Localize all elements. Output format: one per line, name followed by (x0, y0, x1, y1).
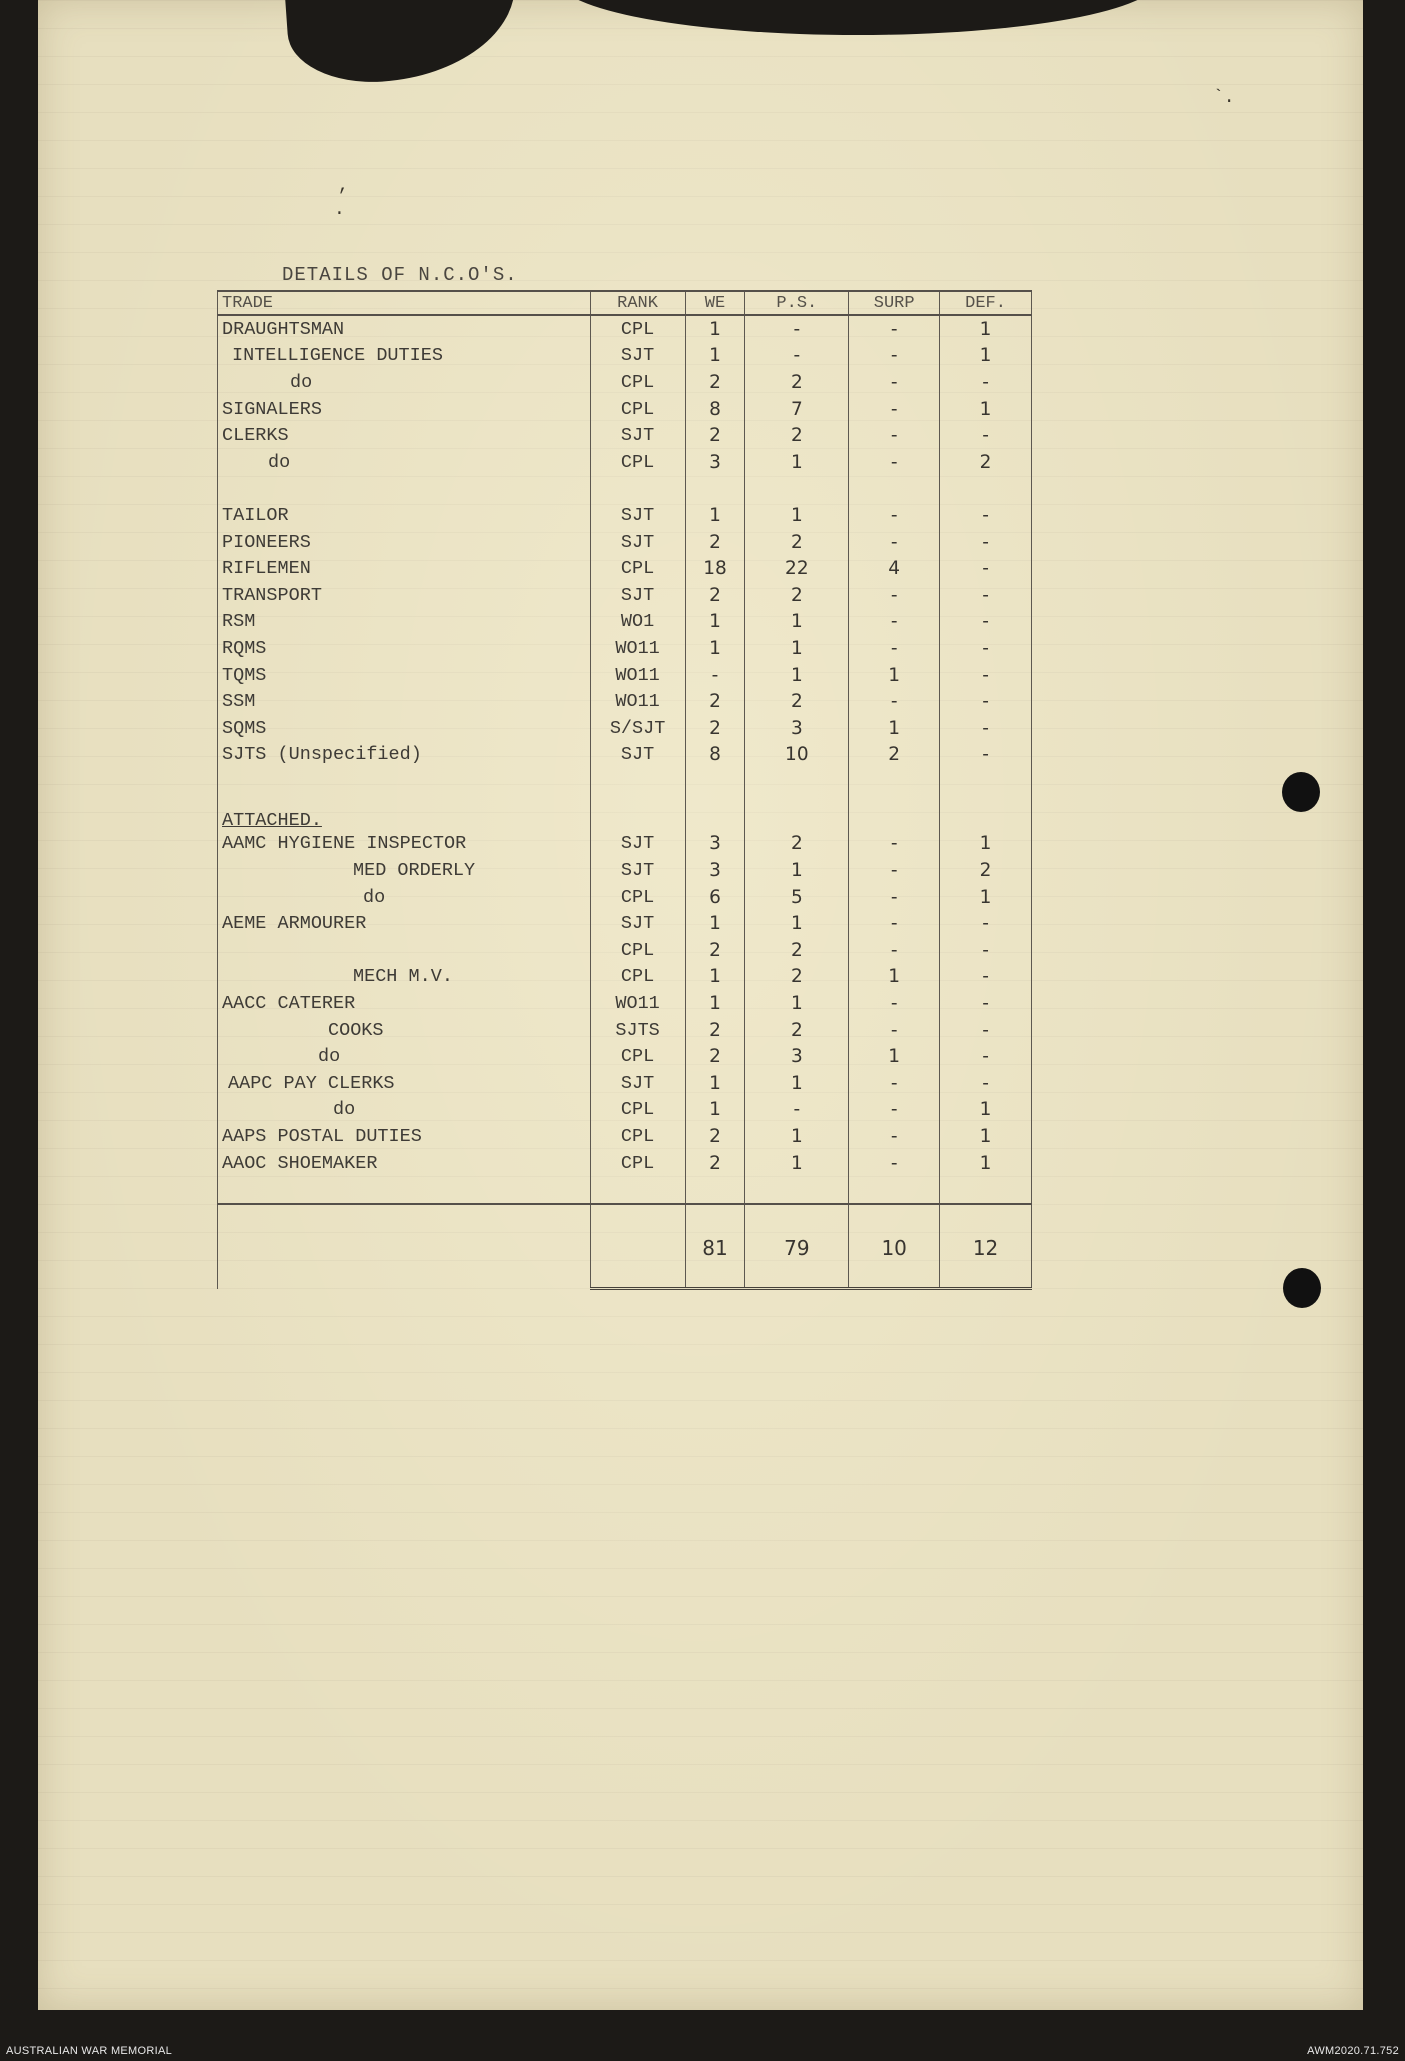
surp-cell: - (849, 422, 940, 449)
ps-cell: - (745, 343, 849, 370)
table-row (218, 582, 1032, 609)
we-cell: 2 (685, 1150, 745, 1177)
ps-cell: 1 (745, 857, 849, 884)
we-cell: 2 (685, 688, 745, 715)
header-ps: P.S. (745, 291, 849, 315)
rank-cell: WO1 (590, 609, 685, 636)
def-cell: 1 (940, 831, 1032, 858)
rank-cell: CPL (590, 1150, 685, 1177)
surp-cell: - (849, 343, 940, 370)
trade-cell: CLERKS (218, 422, 591, 449)
surp-cell: - (849, 502, 940, 529)
ps-cell: - (745, 1097, 849, 1124)
ps-cell: 2 (745, 688, 849, 715)
we-cell: 3 (685, 831, 745, 858)
attached-label-row (218, 795, 1032, 831)
footer-institution: AUSTRALIAN WAR MEMORIAL (6, 2045, 173, 2057)
trade-cell: AAOC SHOEMAKER (218, 1150, 591, 1177)
we-cell: 2 (685, 715, 745, 742)
table-row (218, 742, 1032, 769)
def-cell: 1 (940, 1097, 1032, 1124)
surp-cell: - (849, 1017, 940, 1044)
table-row (218, 831, 1032, 858)
table-row (218, 369, 1032, 396)
trade-cell: RIFLEMEN (218, 555, 591, 582)
surp-cell: 2 (849, 742, 940, 769)
table-row (218, 884, 1032, 911)
footer-reference: AWM2020.71.752 (1307, 2045, 1399, 2057)
we-cell: 6 (685, 884, 745, 911)
surp-cell: - (849, 831, 940, 858)
trade-cell: do (218, 369, 591, 396)
totals-row (218, 1209, 1032, 1289)
table-row (218, 857, 1032, 884)
we-cell: 1 (685, 502, 745, 529)
total-def: 12 (940, 1209, 1032, 1289)
we-cell: 2 (685, 1017, 745, 1044)
trade-cell: SQMS (218, 715, 591, 742)
trade-cell: PIONEERS (218, 529, 591, 556)
rank-cell: CPL (590, 315, 685, 343)
we-cell: 2 (685, 1123, 745, 1150)
def-cell: 1 (940, 884, 1032, 911)
ps-cell: 2 (745, 582, 849, 609)
rank-cell: CPL (590, 449, 685, 476)
rank-cell: SJTS (590, 1017, 685, 1044)
def-cell: 1 (940, 396, 1032, 423)
trade-cell: AEME ARMOURER (218, 910, 591, 937)
table-row (218, 609, 1032, 636)
surp-cell: - (849, 396, 940, 423)
ps-cell: 2 (745, 1017, 849, 1044)
ps-cell: 1 (745, 635, 849, 662)
surp-cell: - (849, 884, 940, 911)
def-cell: 2 (940, 449, 1032, 476)
ps-cell: 2 (745, 529, 849, 556)
def-cell: 1 (940, 315, 1032, 343)
def-cell: - (940, 688, 1032, 715)
def-cell: 2 (940, 857, 1032, 884)
table-row (218, 937, 1032, 964)
surp-cell: - (849, 688, 940, 715)
trade-cell: do (218, 1043, 591, 1070)
we-cell: - (685, 662, 745, 689)
surp-cell: - (849, 937, 940, 964)
we-cell: 1 (685, 990, 745, 1017)
ps-cell: 1 (745, 449, 849, 476)
surp-cell: - (849, 1123, 940, 1150)
trade-cell: SSM (218, 688, 591, 715)
table-heading: DETAILS OF N.C.O'S. (282, 264, 518, 286)
def-cell: - (940, 990, 1032, 1017)
table-row (218, 662, 1032, 689)
rank-cell: SJT (590, 1070, 685, 1097)
torn-edge (285, 0, 521, 88)
def-cell: - (940, 582, 1032, 609)
table-row (218, 449, 1032, 476)
we-cell: 1 (685, 1070, 745, 1097)
surp-cell: 1 (849, 1043, 940, 1070)
trade-cell: TQMS (218, 662, 591, 689)
rank-cell: WO11 (590, 990, 685, 1017)
we-cell: 1 (685, 635, 745, 662)
rank-cell: WO11 (590, 635, 685, 662)
we-cell: 1 (685, 1097, 745, 1124)
ps-cell: 22 (745, 555, 849, 582)
surp-cell: - (849, 990, 940, 1017)
ps-cell: 2 (745, 831, 849, 858)
table-row (218, 1150, 1032, 1177)
table-row (218, 1043, 1032, 1070)
def-cell: - (940, 1043, 1032, 1070)
double-underline (218, 1289, 1032, 1291)
def-cell: - (940, 609, 1032, 636)
we-cell: 8 (685, 742, 745, 769)
we-cell: 2 (685, 582, 745, 609)
def-cell: - (940, 910, 1032, 937)
def-cell: - (940, 1017, 1032, 1044)
def-cell: 1 (940, 1123, 1032, 1150)
header-we: WE (685, 291, 745, 315)
we-cell: 1 (685, 910, 745, 937)
ps-cell: 2 (745, 422, 849, 449)
table-row (218, 315, 1032, 343)
ps-cell: - (745, 315, 849, 343)
spacer-row (218, 476, 1032, 503)
we-cell: 2 (685, 1043, 745, 1070)
table-row (218, 529, 1032, 556)
rank-cell: SJT (590, 831, 685, 858)
surp-cell: 1 (849, 715, 940, 742)
table-row (218, 1097, 1032, 1124)
def-cell: - (940, 369, 1032, 396)
we-cell: 1 (685, 315, 745, 343)
surp-cell: - (849, 369, 940, 396)
rank-cell: CPL (590, 396, 685, 423)
trade-cell: AAPS POSTAL DUTIES (218, 1123, 591, 1150)
ps-cell: 1 (745, 1123, 849, 1150)
ps-cell: 2 (745, 369, 849, 396)
rank-cell: CPL (590, 1097, 685, 1124)
surp-cell: 4 (849, 555, 940, 582)
total-surp: 10 (849, 1209, 940, 1289)
rank-cell: SJT (590, 742, 685, 769)
def-cell: - (940, 1070, 1032, 1097)
rank-cell: CPL (590, 369, 685, 396)
rank-cell: WO11 (590, 688, 685, 715)
nco-details-table (217, 290, 1032, 1290)
trade-cell: RSM (218, 609, 591, 636)
table-row (218, 1070, 1032, 1097)
we-cell: 2 (685, 937, 745, 964)
ps-cell: 3 (745, 715, 849, 742)
def-cell: - (940, 555, 1032, 582)
surp-cell: - (849, 529, 940, 556)
we-cell: 3 (685, 857, 745, 884)
we-cell: 1 (685, 964, 745, 991)
def-cell: - (940, 715, 1032, 742)
surp-cell: - (849, 1150, 940, 1177)
ps-cell: 1 (745, 502, 849, 529)
def-cell: - (940, 635, 1032, 662)
we-cell: 8 (685, 396, 745, 423)
table-row (218, 343, 1032, 370)
trade-cell: RQMS (218, 635, 591, 662)
rank-cell: CPL (590, 884, 685, 911)
ink-speck: , (338, 176, 349, 196)
table-row (218, 422, 1032, 449)
def-cell: - (940, 662, 1032, 689)
ps-cell: 7 (745, 396, 849, 423)
rank-cell: S/SJT (590, 715, 685, 742)
header-def: DEF. (940, 291, 1032, 315)
trade-cell: INTELLIGENCE DUTIES (218, 343, 591, 370)
surp-cell: - (849, 857, 940, 884)
punch-hole (1282, 772, 1320, 812)
punch-hole (1283, 1268, 1321, 1308)
table-row (218, 688, 1032, 715)
def-cell: 1 (940, 1150, 1032, 1177)
ps-cell: 3 (745, 1043, 849, 1070)
surp-cell: 1 (849, 662, 940, 689)
def-cell: - (940, 502, 1032, 529)
trade-cell (218, 937, 591, 964)
table-row (218, 715, 1032, 742)
rank-cell: SJT (590, 910, 685, 937)
trade-cell: DRAUGHTSMAN (218, 315, 591, 343)
ps-cell: 1 (745, 1150, 849, 1177)
ps-cell: 1 (745, 609, 849, 636)
ps-cell: 1 (745, 910, 849, 937)
rank-cell: CPL (590, 937, 685, 964)
rank-cell: WO11 (590, 662, 685, 689)
ink-speck: `. (1213, 88, 1235, 108)
rank-cell: SJT (590, 857, 685, 884)
attached-label: ATTACHED. (222, 809, 322, 831)
trade-cell: AAMC HYGIENE INSPECTOR (218, 831, 591, 858)
surp-cell: - (849, 315, 940, 343)
header-surp: SURP (849, 291, 940, 315)
trade-cell: SIGNALERS (218, 396, 591, 423)
we-cell: 2 (685, 422, 745, 449)
surp-cell: - (849, 1070, 940, 1097)
table-row (218, 1123, 1032, 1150)
we-cell: 2 (685, 529, 745, 556)
rank-cell: CPL (590, 555, 685, 582)
header-rank: RANK (590, 291, 685, 315)
trade-cell: MECH M.V. (218, 964, 591, 991)
table-row (218, 635, 1032, 662)
trade-cell: AAPC PAY CLERKS (218, 1070, 591, 1097)
surp-cell: - (849, 582, 940, 609)
we-cell: 18 (685, 555, 745, 582)
table-row (218, 910, 1032, 937)
trade-cell: SJTS (Unspecified) (218, 742, 591, 769)
rank-cell: SJT (590, 422, 685, 449)
def-cell: 1 (940, 343, 1032, 370)
trade-cell: do (218, 449, 591, 476)
document-page (38, 0, 1363, 2010)
we-cell: 2 (685, 369, 745, 396)
ps-cell: 10 (745, 742, 849, 769)
trade-cell: MED ORDERLY (218, 857, 591, 884)
rank-cell: CPL (590, 1043, 685, 1070)
we-cell: 3 (685, 449, 745, 476)
ink-speck: . (334, 200, 345, 220)
def-cell: - (940, 964, 1032, 991)
trade-cell: do (218, 1097, 591, 1124)
table-row (218, 555, 1032, 582)
surp-cell: - (849, 635, 940, 662)
trade-cell: TRANSPORT (218, 582, 591, 609)
def-cell: - (940, 937, 1032, 964)
ps-cell: 1 (745, 662, 849, 689)
surp-cell: 1 (849, 964, 940, 991)
ps-cell: 1 (745, 990, 849, 1017)
trade-cell: COOKS (218, 1017, 591, 1044)
def-cell: - (940, 742, 1032, 769)
spacer-row (218, 768, 1032, 795)
surp-cell: - (849, 1097, 940, 1124)
ps-cell: 1 (745, 1070, 849, 1097)
torn-edge (558, 0, 1158, 35)
total-ps: 79 (745, 1209, 849, 1289)
surp-cell: - (849, 449, 940, 476)
spacer-row (218, 1176, 1032, 1204)
we-cell: 1 (685, 609, 745, 636)
rank-cell: SJT (590, 343, 685, 370)
table-row (218, 990, 1032, 1017)
table-row (218, 1017, 1032, 1044)
rank-cell: SJT (590, 502, 685, 529)
rank-cell: CPL (590, 1123, 685, 1150)
surp-cell: - (849, 910, 940, 937)
table-row (218, 502, 1032, 529)
we-cell: 1 (685, 343, 745, 370)
ps-cell: 2 (745, 964, 849, 991)
table-row (218, 396, 1032, 423)
rank-cell: SJT (590, 582, 685, 609)
ps-cell: 5 (745, 884, 849, 911)
trade-cell: do (218, 884, 591, 911)
header-row (218, 291, 1032, 315)
table-row (218, 964, 1032, 991)
rank-cell: CPL (590, 964, 685, 991)
trade-cell: TAILOR (218, 502, 591, 529)
surp-cell: - (849, 609, 940, 636)
ps-cell: 2 (745, 937, 849, 964)
trade-cell: AACC CATERER (218, 990, 591, 1017)
header-trade: TRADE (218, 291, 591, 315)
def-cell: - (940, 422, 1032, 449)
total-we: 81 (685, 1209, 745, 1289)
def-cell: - (940, 529, 1032, 556)
rank-cell: SJT (590, 529, 685, 556)
